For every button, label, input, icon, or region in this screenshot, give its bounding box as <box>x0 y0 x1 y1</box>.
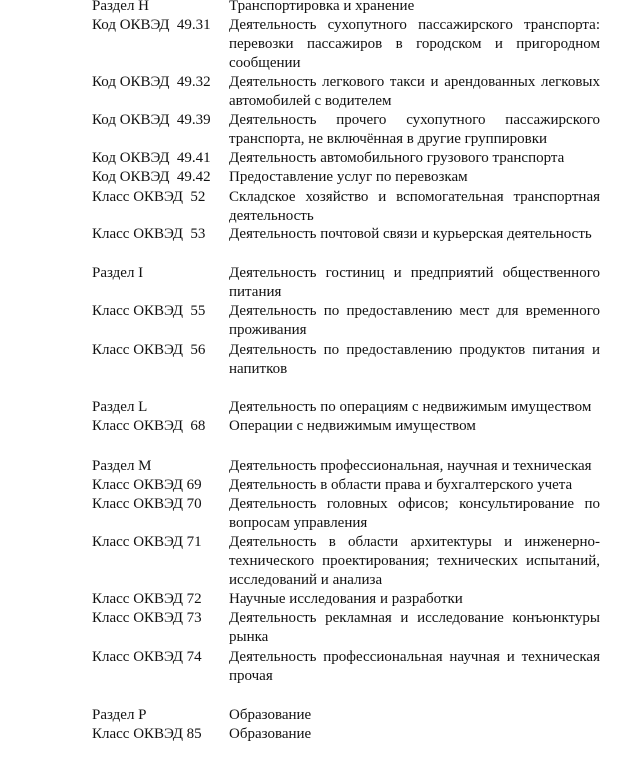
entry-description <box>229 73 600 111</box>
entry-code: Класс ОКВЭД 70 <box>92 496 202 512</box>
entry-description <box>229 706 600 725</box>
description-line: Операции с недвижимым имуществом <box>229 418 476 434</box>
description-line: Транспортировка и хранение <box>229 0 415 14</box>
description-line: сообщении <box>229 55 301 71</box>
entry-code: Класс ОКВЭД 73 <box>92 610 202 626</box>
entry-description <box>229 302 600 340</box>
entry-description <box>229 609 600 647</box>
description-line: Научные исследования и разработки <box>229 591 463 607</box>
description-line: исследований и анализа <box>229 572 383 588</box>
entry-description <box>229 111 600 149</box>
description-line: Предоставление услуг по перевозкам <box>229 169 468 185</box>
description-line: напитков <box>229 361 288 377</box>
entry-description <box>229 16 600 73</box>
description-line: перевозки пассажиров в городском и пригородном <box>229 36 600 52</box>
entry-code: Класс ОКВЭД 74 <box>92 649 202 665</box>
description-line: проживания <box>229 322 307 338</box>
entry-description <box>229 590 600 609</box>
entry-code: Код ОКВЭД 49.42 <box>92 169 211 185</box>
entry-code: Раздел M <box>92 458 152 474</box>
description-line: Деятельность в области архитектуры и инженерно- <box>229 534 600 550</box>
description-line: Складское хозяйство и вспомогательная транспортная <box>229 189 600 205</box>
description-line: рынка <box>229 629 269 645</box>
description-line: транспорта, не включённая в другие группировки <box>229 131 548 147</box>
entry-code: Код ОКВЭД 49.41 <box>92 150 211 166</box>
entry-code: Код ОКВЭД 49.31 <box>92 17 211 33</box>
description-line: Деятельность автомобильного грузового транспорта <box>229 150 565 166</box>
entry-code: Класс ОКВЭД 55 <box>92 303 206 319</box>
entry-description <box>229 417 600 436</box>
entry-code: Раздел I <box>92 265 144 281</box>
description-line: технического проектирования; технических испытаний, <box>229 553 600 569</box>
entry-description <box>229 648 600 686</box>
entry-code: Класс ОКВЭД 53 <box>92 226 206 242</box>
description-line: Деятельность головных офисов; консультирование по <box>229 496 600 512</box>
description-line: Деятельность почтовой связи и курьерская деятельность <box>229 226 592 242</box>
description-line: Деятельность профессиональная, научная и техническая <box>229 458 592 474</box>
description-line: Деятельность гостиниц и предприятий общественного <box>229 265 600 281</box>
description-line: питания <box>229 284 282 300</box>
description-line: автомобилей с водителем <box>229 93 392 109</box>
entry-description <box>229 0 600 16</box>
description-line: Деятельность по предоставлению продуктов питания и <box>229 342 600 358</box>
description-line: Образование <box>229 726 312 742</box>
entry-description <box>229 533 600 590</box>
entry-description <box>229 495 600 533</box>
description-line: Деятельность прочего сухопутного пассажирского <box>229 112 600 128</box>
description-line: прочая <box>229 668 273 684</box>
description-line: Деятельность в области права и бухгалтерского учета <box>229 477 573 493</box>
entry-code: Класс ОКВЭД 85 <box>92 726 202 742</box>
entry-description <box>229 188 600 226</box>
entry-code: Класс ОКВЭД 69 <box>92 477 202 493</box>
entry-code: Код ОКВЭД 49.39 <box>92 112 211 128</box>
entry-code: Класс ОКВЭД 68 <box>92 418 206 434</box>
entry-description <box>229 264 600 302</box>
entry-code: Раздел H <box>92 0 150 14</box>
description-line: Деятельность по операциям с недвижимым имуществом <box>229 399 592 415</box>
description-line: Деятельность рекламная и исследование конъюнктуры <box>229 610 600 626</box>
entry-description <box>229 476 600 495</box>
entry-description <box>229 225 600 244</box>
entry-description <box>229 725 600 744</box>
description-line: Деятельность сухопутного пассажирского транспорта: <box>229 17 600 33</box>
entry-code: Класс ОКВЭД 71 <box>92 534 202 550</box>
entry-code: Раздел P <box>92 707 147 723</box>
entry-description <box>229 398 600 417</box>
description-line: Деятельность легкового такси и арендованных легковых <box>229 74 600 90</box>
description-line: вопросам управления <box>229 515 368 531</box>
entry-description <box>229 341 600 379</box>
entry-code: Класс ОКВЭД 56 <box>92 342 206 358</box>
entry-code: Класс ОКВЭД 52 <box>92 189 206 205</box>
entry-description <box>229 149 600 168</box>
entry-code: Код ОКВЭД 49.32 <box>92 74 211 90</box>
entry-description <box>229 457 600 476</box>
entry-description <box>229 168 600 187</box>
description-line: Деятельность по предоставлению мест для временного <box>229 303 600 319</box>
description-line: деятельность <box>229 208 314 224</box>
entry-code: Раздел L <box>92 399 148 415</box>
entry-code: Класс ОКВЭД 72 <box>92 591 202 607</box>
description-line: Образование <box>229 707 312 723</box>
description-line: Деятельность профессиональная научная и техническая <box>229 649 600 665</box>
